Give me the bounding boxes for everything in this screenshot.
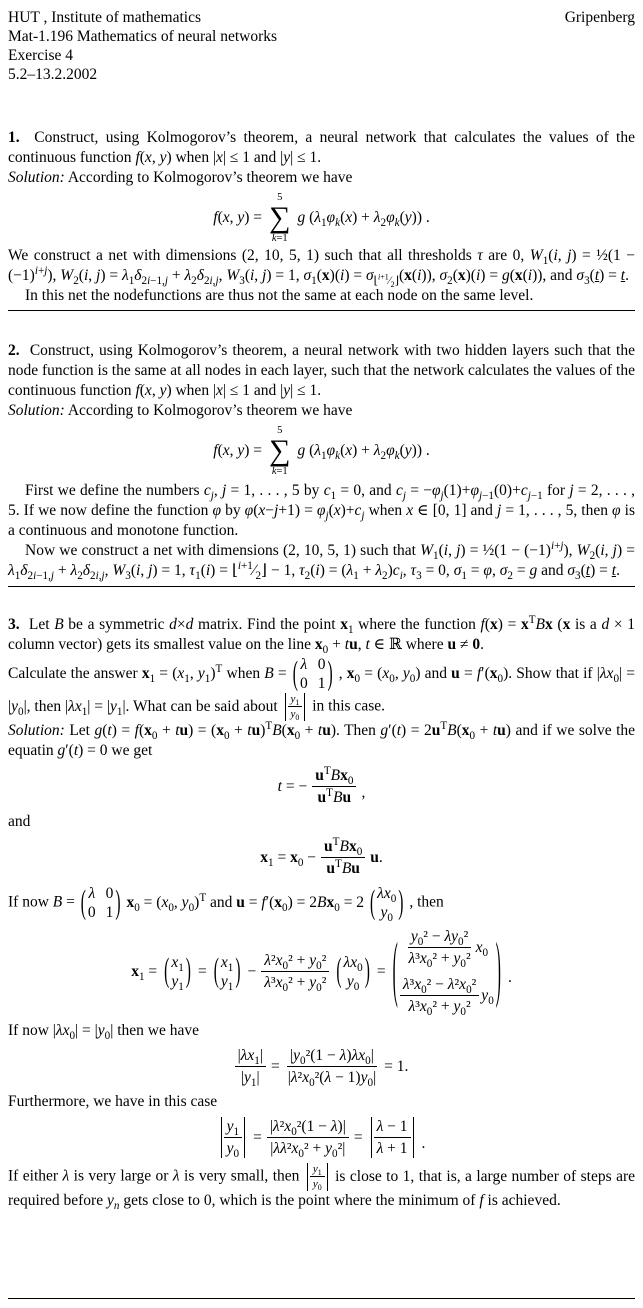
fraction: $\frac{|\lambda x_1|}{|y_1|}$ [235, 1046, 266, 1087]
left-paren: ( [369, 884, 376, 922]
problem-1-solution-body: We construct a net with dimensions (2, 10, 5, 1) such that all thresholds τ are 0, $W_1(i$, j) = ½(1 − $(-1)^{i+j}$), $W_2(i$, $j) = \lambda_1\delta_{2i-1,j} + \lambda_2\delta_{2i,j}$, $W_3(i$, j) = 1, $\sigma_1(x)(i) = \sigma_{⌊^{i+1}⁄_2⌋}(x(i))$, $\sigma_2(x)(i) = g(x(i))$, and $\sigma_3(t) = t$. [8, 247, 636, 290]
sum-lower-limit: k=1 [271, 466, 288, 477]
section-divider-1 [8, 310, 635, 311]
formula-rhs: g $(\lambda_1\varphi_k(x) + \lambda_2\varphi_k(y))$ . [297, 209, 430, 230]
calc-text-pre: Calculate the answer $x_1 = (x_1$, $y_1)^T$ when B = [8, 662, 287, 685]
vector-x1y1: ( $x_1$ $y_1$ ) [164, 953, 191, 993]
equals-sign: = [353, 1128, 363, 1146]
formula-lhs: $x_1$ = [131, 962, 158, 983]
final-text-pre: If either λ is very large or λ is very small, then [8, 1167, 300, 1185]
calc-text-post: , $x_0 = (x_0$, $y_0$) and $u = f'(x_0)$. Show that if $|\lambda x_0| = |y_0|$, then $|\lambda x_1| = |y_1|$. What can be said about [8, 664, 636, 718]
problem-1-solution-intro: Solution: According to Kolmogorov’s theorem we have [8, 169, 353, 186]
formula-t [8, 766, 635, 807]
problem-1 [8, 128, 635, 306]
section-divider-2 [8, 586, 635, 587]
summation-symbol [269, 192, 290, 244]
fraction: $\frac{\lambda^2x_0^2 + y_0^2}{\lambda^3x_0^2 + y_0^2}$ [261, 951, 329, 992]
furthermore-line: Furthermore, we have in this case [8, 1093, 218, 1110]
ratio-y1-y0: $\frac{y_1}{y_0}$ [307, 1163, 328, 1191]
problem-2-para-2: Now we construct a net with dimensions (2, 10, 5, 1) such that $W_1(i$, j) = ½(1 − $(-1)^{i+j}$), $W_2(i$, $j) = \lambda_1\delta_{2i-1,j} + \lambda_2\delta_{2i,j}$, $W_3(i$, j) = 1, $\tau_1(i)$ = $⌊^{i+1}⁄_2⌋ - 1$, $\tau_2(i) = (\lambda_1 + \lambda_2)c_i$, $\tau_3 = 0$, $\sigma_1 = \varphi$, $\sigma_2 = g$ and $\sigma_3(t) = t$. [8, 539, 636, 583]
right-paren: ) [398, 884, 404, 922]
problem-2-para-1: First we define the numbers $c_j$, j = 1, . . . , 5 by $c_1 = 0$, and $c_j = -\varphi_j(1)+\varphi_{j-1}(0)+c_{j-1}$ for j = 2, . . . , 5. If we now define the function φ by $\varphi(x-j+1) = \varphi_j(x)+c_j$ when x ∈ [0, 1] and j = 1, . . . , 5, then φ is a continuous and monotone function. [8, 482, 636, 539]
formula-rhs: g $(\lambda_1\varphi_k(x) + \lambda_2\varphi_k(y))$ . [297, 442, 430, 463]
matrix-cell: 0 [299, 675, 308, 692]
and-connector: and [8, 813, 31, 830]
author-name: Gripenberg [564, 9, 635, 26]
vector-x1y1: ( $x_1$ $y_1$ ) [213, 953, 241, 993]
abs-bar [285, 693, 286, 721]
minus-sign: − [247, 962, 257, 980]
problem-3-solution-intro: Solution: Let $g(t) = f(x_0 + tu) = (x_0 + tu)^TB(x_0 + tu)$. Then $g'(t) = 2u^TB(x_0 + tu)$ and if we solve the equatin g′(t) = 0 we get [8, 719, 636, 759]
formula-lhs: f(x, y) = [213, 209, 263, 226]
ifnow-text-pre: If now B = [8, 893, 75, 911]
formula-tail: u. [370, 848, 383, 866]
equals-sign: = [253, 1128, 262, 1146]
problem-1-note: In this net the nodefunctions are thus not the same at each node on the same level. [25, 287, 534, 304]
sigma-glyph: ∑ [269, 201, 291, 234]
matrix-cell: 1 [317, 675, 326, 692]
formula-lhs: $x_1 = x_0$ − [260, 848, 317, 869]
problem-1-statement: 1. Construct, using Kolmogorov’s theorem, a neural network that calculates the values of the continuous function f(x, y) when |x| ≤ 1 and |y| ≤ 1. [8, 129, 635, 166]
problem-3 [8, 615, 635, 1211]
kolmogorov-sum-formula [8, 192, 635, 244]
problem-2 [8, 341, 635, 581]
formula-tail: . [421, 1134, 426, 1152]
summation-symbol [269, 425, 290, 477]
fraction: $\frac{|\lambda^2x_0^2(1 - \lambda)|}{|\lambda\lambda^2x_0^2 + y_0^2|}$ [267, 1117, 349, 1158]
institute-line: HUT , Institute of mathematics [8, 9, 201, 26]
vector-u: ( $\lambda x_0$ $y_0$ ) [336, 953, 370, 993]
formula-tail: . [507, 968, 512, 986]
ifnow-text-mid: $x_0 = (x_0$, $y_0)^T$ and $u = f'(x_0) = 2Bx_0 = 2$ [126, 891, 365, 914]
sigma-glyph: ∑ [269, 434, 291, 467]
fraction: $\frac{u^TBx_0}{u^TBu}$ [321, 837, 365, 878]
right-paren: ) [327, 655, 333, 693]
abs-ratio: $\frac{\lambda - 1}{\lambda + 1}$ [371, 1117, 414, 1158]
formula-lhs: t = − [277, 777, 308, 795]
matrix-B: ( λ 0 0 1 ) [81, 884, 121, 922]
fraction: $\frac{|y_0^2(1 - \lambda)\lambda x_0|}{|\lambda^2x_0^2(\lambda - 1)y_0|}$ [287, 1047, 377, 1090]
problem-3-statement: 3. Let B be a symmetric d×d matrix. Find the point $x_1$ where the function $f(x) = x^TBx$ (x is a d × 1 column vector) gets its smallest value on the line $x_0$ + tu, t ∈ ℝ where u ≠ 0. [8, 613, 635, 657]
ifnow-text-post: , then [409, 893, 444, 911]
problem-3-ifnow-line [8, 884, 635, 925]
calc-text-end: in this case. [312, 697, 385, 715]
problem-3-calculate-line [8, 655, 635, 721]
header [8, 8, 635, 84]
right-paren: ) [115, 884, 121, 922]
matrix-cell: 0 [317, 656, 326, 673]
date-range: 5.2–13.2.2002 [8, 66, 98, 83]
sum-upper-limit: 5 [277, 192, 283, 203]
abs-ratio: $\frac{y_1}{y_0}$ [221, 1117, 245, 1158]
matrix-B [293, 655, 333, 693]
final-text-post: is close to 1, that is, a large number of steps are required before $y_n$ gets close to 0, which is the point where the minimum of f is achieved. [8, 1167, 635, 1213]
result-vector: ( $\frac{y_0^2 - \lambda y_0^2}{\lambda^3x_0^2 + y_0^2}$ $x_0$ $\frac{\lambda^3x_0^2 - \lambda^2x_0^2}{\lambda^3x_0^2 + y_0^2}$ $y_0$ ) [392, 928, 501, 1019]
vector-u: ( $\lambda x_0$ $y_0$ ) [370, 884, 404, 922]
abs-bar [304, 693, 305, 721]
formula-ratio-2 [8, 1117, 635, 1161]
formula-big-x1 [8, 927, 635, 1019]
equals-sign: = [270, 1057, 280, 1075]
formula-lhs: f(x, y) = [213, 442, 263, 459]
formula-ratio-1 [8, 1046, 635, 1090]
problem-2-statement: 2. Construct, using Kolmogorov’s theorem, a neural network with two hidden layers such that the node function is the same at all nodes in each layer, such that the network calculates the values of the continuous function f(x, y) when |x| ≤ 1 and |y| ≤ 1. [8, 342, 635, 399]
problem-3-ifnow2-line: If now $|\lambda x_0| = |y_0|$ then we have [8, 1022, 199, 1043]
sum-lower-limit: k=1 [271, 233, 288, 244]
left-paren: ( [80, 884, 86, 922]
formula-x1 [8, 837, 635, 878]
bottom-rule [8, 1298, 635, 1299]
fraction: $\frac{u^TBx_0}{u^TBu}$ [312, 766, 356, 807]
kolmogorov-sum-formula-2 [8, 425, 635, 477]
equals-sign: = [197, 962, 207, 980]
formula-tail: , [361, 783, 366, 801]
problem-2-solution-intro: Solution: According to Kolmogorov’s theorem we have [8, 402, 353, 419]
exercise-title: Exercise 4 [8, 47, 73, 64]
equals-sign: = [376, 962, 386, 980]
problem-3-final-para [8, 1163, 635, 1211]
formula-tail: = 1. [384, 1057, 409, 1075]
course-line: Mat-1.196 Mathematics of neural networks [8, 28, 278, 45]
ratio-y1-y0: $\frac{y_1}{y_0}$ [285, 693, 306, 721]
matrix-cell: λ [300, 656, 308, 673]
left-paren: ( [292, 655, 298, 693]
sum-upper-limit: 5 [277, 425, 283, 436]
